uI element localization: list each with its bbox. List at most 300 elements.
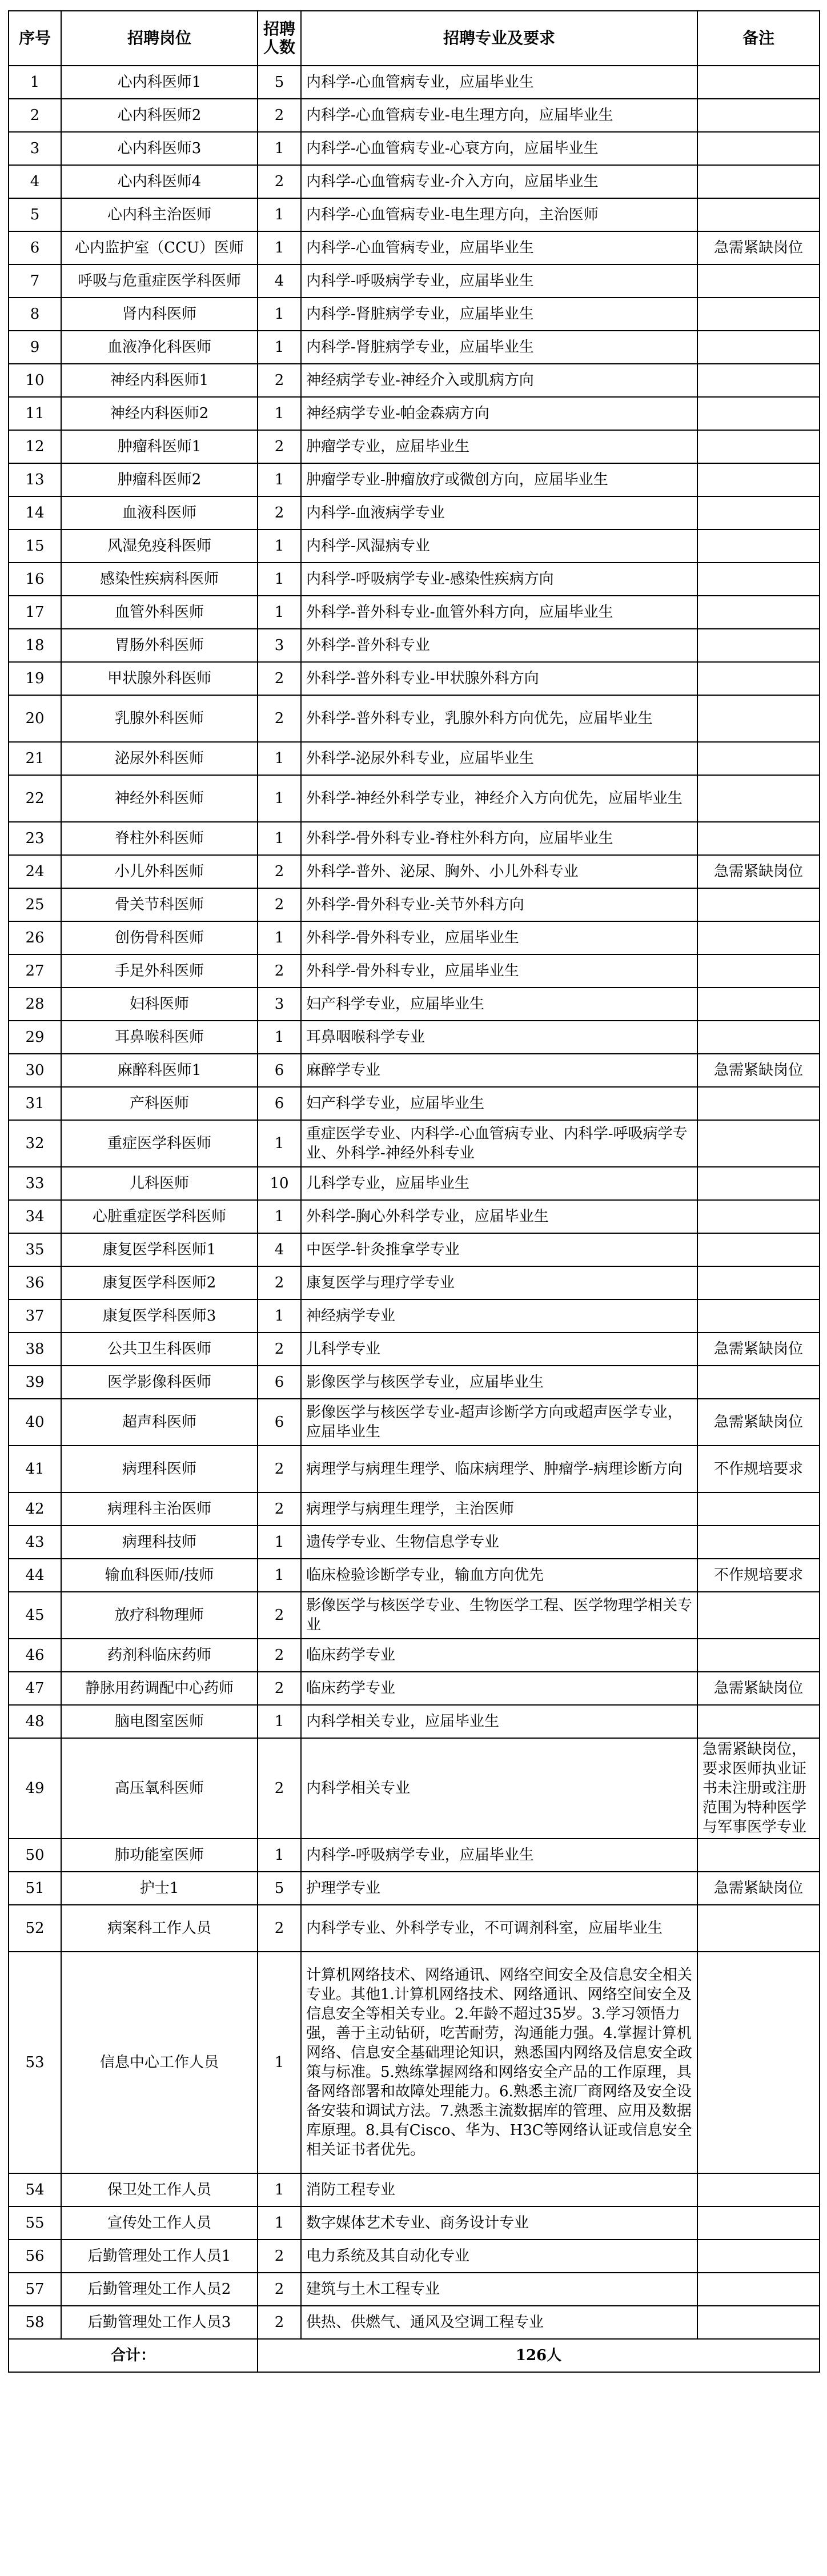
row-requirement: 数字媒体艺术专业、商务设计专业	[301, 2206, 697, 2240]
row-note: 急需紧缺岗位	[697, 231, 820, 264]
row-position: 输血科医师/技师	[61, 1559, 258, 1592]
table-row	[9, 1021, 820, 1054]
row-index: 51	[9, 1872, 61, 1905]
row-index: 2	[9, 99, 61, 132]
table-row	[9, 1120, 820, 1167]
row-note	[697, 1233, 820, 1266]
row-count: 1	[258, 1705, 301, 1738]
row-position: 心内科主治医师	[61, 198, 258, 231]
row-count: 1	[258, 596, 301, 629]
row-index: 28	[9, 988, 61, 1021]
row-requirement: 计算机网络技术、网络通讯、网络空间安全及信息安全相关专业。其他1.计算机网络技术、网络通讯、网络空间安全及信息安全等相关专业。2.年龄不超过35岁。3.学习领悟力强，善于主动钻研，吃苦耐劳，沟通能力强。4.掌握计算机网络、信息安全基础理论知识，熟悉国内网络及信息安全政策与标准。5.熟练掌握网络和网络安全产品的工作原理，具备网络部署和故障处理能力。6.熟悉主流厂商网络及安全设备安装和调试方法。7.熟悉主流数据库的管理、应用及数据库原理。8.具有Cisco、华为、H3C等网络认证或信息安全相关证书者优先。	[301, 1952, 697, 2173]
row-position: 乳腺外科医师	[61, 695, 258, 742]
table-body	[9, 66, 820, 2339]
row-requirement: 外科学-普外科专业	[301, 629, 697, 662]
row-note	[697, 629, 820, 662]
row-note	[697, 563, 820, 596]
row-position: 血液科医师	[61, 496, 258, 529]
row-index: 32	[9, 1120, 61, 1167]
row-requirement: 妇产科学专业，应届毕业生	[301, 988, 697, 1021]
row-index: 57	[9, 2273, 61, 2306]
row-count: 1	[258, 1559, 301, 1592]
row-requirement: 内科学-风湿病专业	[301, 529, 697, 563]
table-row	[9, 1054, 820, 1087]
row-note: 急需紧缺岗位	[697, 1399, 820, 1446]
row-requirement: 遗传学专业、生物信息学专业	[301, 1526, 697, 1559]
row-position: 护士1	[61, 1872, 258, 1905]
table-row	[9, 1200, 820, 1233]
table-row	[9, 954, 820, 988]
row-count: 2	[258, 2273, 301, 2306]
row-index: 56	[9, 2240, 61, 2273]
row-position: 药剂科临床药师	[61, 1639, 258, 1672]
row-index: 8	[9, 298, 61, 331]
row-index: 45	[9, 1592, 61, 1639]
row-position: 心内科医师4	[61, 165, 258, 198]
row-index: 58	[9, 2306, 61, 2339]
row-note: 不作规培要求	[697, 1446, 820, 1492]
row-count: 1	[258, 921, 301, 954]
row-requirement: 内科学-呼吸病学专业，应届毕业生	[301, 264, 697, 298]
table-row	[9, 529, 820, 563]
row-position: 重症医学科医师	[61, 1120, 258, 1167]
row-note: 急需紧缺岗位	[697, 855, 820, 888]
row-position: 保卫处工作人员	[61, 2173, 258, 2206]
row-note	[697, 430, 820, 463]
header-note: 备注	[697, 11, 820, 66]
row-note	[697, 1905, 820, 1952]
row-position: 康复医学科医师1	[61, 1233, 258, 1266]
row-note	[697, 364, 820, 397]
row-position: 血液净化科医师	[61, 331, 258, 364]
row-note: 急需紧缺岗位	[697, 1872, 820, 1905]
row-requirement: 妇产科学专业，应届毕业生	[301, 1087, 697, 1120]
table-row	[9, 1526, 820, 1559]
table-row	[9, 264, 820, 298]
row-requirement: 外科学-神经外科学专业，神经介入方向优先，应届毕业生	[301, 775, 697, 822]
row-requirement: 病理学与病理生理学，主治医师	[301, 1492, 697, 1526]
row-index: 24	[9, 855, 61, 888]
row-count: 5	[258, 66, 301, 99]
row-requirement: 内科学-呼吸病学专业，应届毕业生	[301, 1839, 697, 1872]
table-row	[9, 66, 820, 99]
table-row	[9, 775, 820, 822]
table-row	[9, 1705, 820, 1738]
row-index: 33	[9, 1167, 61, 1200]
table-row	[9, 1167, 820, 1200]
row-count: 5	[258, 1872, 301, 1905]
row-requirement: 临床药学专业	[301, 1672, 697, 1705]
row-index: 20	[9, 695, 61, 742]
row-requirement: 外科学-骨外科专业，应届毕业生	[301, 921, 697, 954]
table-row	[9, 1639, 820, 1672]
row-position: 血管外科医师	[61, 596, 258, 629]
row-position: 胃肠外科医师	[61, 629, 258, 662]
table-row	[9, 198, 820, 231]
row-note	[697, 1952, 820, 2173]
row-requirement: 内科学-呼吸病学专业-感染性疾病方向	[301, 563, 697, 596]
row-note: 急需紧缺岗位，要求医师执业证书未注册或注册范围为特种医学与军事医学专业	[697, 1738, 820, 1839]
row-position: 心脏重症医学科医师	[61, 1200, 258, 1233]
row-note	[697, 596, 820, 629]
table-row	[9, 695, 820, 742]
row-note	[697, 1705, 820, 1738]
row-position: 后勤管理处工作人员2	[61, 2273, 258, 2306]
row-note	[697, 1526, 820, 1559]
row-position: 耳鼻喉科医师	[61, 1021, 258, 1054]
table-row	[9, 888, 820, 921]
row-index: 17	[9, 596, 61, 629]
row-count: 1	[258, 463, 301, 496]
row-position: 后勤管理处工作人员3	[61, 2306, 258, 2339]
row-requirement: 神经病学专业-神经介入或肌病方向	[301, 364, 697, 397]
row-index: 6	[9, 231, 61, 264]
row-requirement: 临床检验诊断学专业，输血方向优先	[301, 1559, 697, 1592]
row-note	[697, 2306, 820, 2339]
table-row	[9, 988, 820, 1021]
table-row	[9, 1672, 820, 1705]
row-count: 2	[258, 1639, 301, 1672]
row-count: 1	[258, 563, 301, 596]
row-position: 甲状腺外科医师	[61, 662, 258, 695]
row-note	[697, 2206, 820, 2240]
row-note	[697, 1299, 820, 1333]
row-index: 29	[9, 1021, 61, 1054]
row-count: 1	[258, 198, 301, 231]
row-index: 54	[9, 2173, 61, 2206]
row-count: 1	[258, 298, 301, 331]
row-index: 13	[9, 463, 61, 496]
row-count: 1	[258, 132, 301, 165]
table-row	[9, 1839, 820, 1872]
row-index: 15	[9, 529, 61, 563]
row-count: 1	[258, 822, 301, 855]
row-position: 神经内科医师1	[61, 364, 258, 397]
row-note	[697, 66, 820, 99]
row-index: 21	[9, 742, 61, 775]
table-row	[9, 1299, 820, 1333]
row-index: 27	[9, 954, 61, 988]
table-row	[9, 1233, 820, 1266]
row-position: 病案科工作人员	[61, 1905, 258, 1952]
row-index: 30	[9, 1054, 61, 1087]
row-note	[697, 1021, 820, 1054]
row-note	[697, 1120, 820, 1167]
row-requirement: 外科学-普外科专业-血管外科方向，应届毕业生	[301, 596, 697, 629]
row-index: 39	[9, 1366, 61, 1399]
row-count: 6	[258, 1054, 301, 1087]
row-requirement: 内科学-肾脏病学专业，应届毕业生	[301, 331, 697, 364]
row-note	[697, 695, 820, 742]
row-position: 心内科医师3	[61, 132, 258, 165]
row-requirement: 麻醉学专业	[301, 1054, 697, 1087]
row-count: 2	[258, 1492, 301, 1526]
table-row	[9, 1446, 820, 1492]
row-requirement: 神经病学专业	[301, 1299, 697, 1333]
row-requirement: 神经病学专业-帕金森病方向	[301, 397, 697, 430]
row-requirement: 外科学-泌尿外科专业，应届毕业生	[301, 742, 697, 775]
row-count: 2	[258, 1446, 301, 1492]
row-note	[697, 1839, 820, 1872]
table-row	[9, 463, 820, 496]
row-note	[697, 1266, 820, 1299]
row-position: 脑电图室医师	[61, 1705, 258, 1738]
row-index: 50	[9, 1839, 61, 1872]
row-requirement: 康复医学与理疗学专业	[301, 1266, 697, 1299]
row-index: 4	[9, 165, 61, 198]
row-index: 42	[9, 1492, 61, 1526]
row-count: 4	[258, 264, 301, 298]
row-position: 康复医学科医师2	[61, 1266, 258, 1299]
row-note	[697, 463, 820, 496]
row-position: 心内科医师2	[61, 99, 258, 132]
row-position: 脊柱外科医师	[61, 822, 258, 855]
table-row	[9, 742, 820, 775]
row-note	[697, 1167, 820, 1200]
row-note	[697, 742, 820, 775]
row-count: 1	[258, 1200, 301, 1233]
row-position: 神经内科医师2	[61, 397, 258, 430]
row-position: 肾内科医师	[61, 298, 258, 331]
row-note	[697, 1492, 820, 1526]
table-row	[9, 397, 820, 430]
row-index: 31	[9, 1087, 61, 1120]
table-row	[9, 1905, 820, 1952]
row-index: 11	[9, 397, 61, 430]
row-requirement: 供热、供燃气、通风及空调工程专业	[301, 2306, 697, 2339]
row-count: 2	[258, 695, 301, 742]
row-requirement: 肿瘤学专业-肿瘤放疗或微创方向，应届毕业生	[301, 463, 697, 496]
row-count: 2	[258, 888, 301, 921]
row-index: 23	[9, 822, 61, 855]
row-index: 35	[9, 1233, 61, 1266]
table-header-row	[9, 11, 820, 66]
row-position: 泌尿外科医师	[61, 742, 258, 775]
row-index: 22	[9, 775, 61, 822]
row-requirement: 外科学-普外科专业，乳腺外科方向优先，应届毕业生	[301, 695, 697, 742]
table-row	[9, 1952, 820, 2173]
row-index: 44	[9, 1559, 61, 1592]
table-row	[9, 1366, 820, 1399]
row-position: 产科医师	[61, 1087, 258, 1120]
header-index: 序号	[9, 11, 61, 66]
row-count: 2	[258, 1905, 301, 1952]
row-count: 6	[258, 1087, 301, 1120]
row-note	[697, 988, 820, 1021]
row-requirement: 外科学-胸心外科学专业，应届毕业生	[301, 1200, 697, 1233]
table-row	[9, 1492, 820, 1526]
row-requirement: 护理学专业	[301, 1872, 697, 1905]
table-row	[9, 496, 820, 529]
row-note	[697, 99, 820, 132]
row-note	[697, 775, 820, 822]
row-count: 1	[258, 231, 301, 264]
table-row	[9, 596, 820, 629]
row-requirement: 内科学-肾脏病学专业，应届毕业生	[301, 298, 697, 331]
table-row	[9, 1872, 820, 1905]
row-requirement: 内科学相关专业	[301, 1738, 697, 1839]
row-index: 52	[9, 1905, 61, 1952]
row-position: 感染性疾病科医师	[61, 563, 258, 596]
table-row	[9, 2273, 820, 2306]
row-note	[697, 298, 820, 331]
row-count: 2	[258, 430, 301, 463]
row-position: 呼吸与危重症医学科医师	[61, 264, 258, 298]
header-position: 招聘岗位	[61, 11, 258, 66]
row-requirement: 内科学专业、外科学专业，不可调剂科室，应届毕业生	[301, 1905, 697, 1952]
row-count: 2	[258, 855, 301, 888]
row-index: 47	[9, 1672, 61, 1705]
table-row	[9, 331, 820, 364]
table-row	[9, 1738, 820, 1839]
row-index: 25	[9, 888, 61, 921]
table-row	[9, 231, 820, 264]
row-requirement: 内科学相关专业，应届毕业生	[301, 1705, 697, 1738]
row-count: 10	[258, 1167, 301, 1200]
table-row	[9, 298, 820, 331]
row-count: 3	[258, 988, 301, 1021]
row-requirement: 儿科学专业，应届毕业生	[301, 1167, 697, 1200]
row-position: 静脉用药调配中心药师	[61, 1672, 258, 1705]
row-index: 48	[9, 1705, 61, 1738]
table-row	[9, 1333, 820, 1366]
table-row	[9, 132, 820, 165]
row-index: 46	[9, 1639, 61, 1672]
row-requirement: 病理学与病理生理学、临床病理学、肿瘤学-病理诊断方向	[301, 1446, 697, 1492]
row-note: 急需紧缺岗位	[697, 1054, 820, 1087]
row-requirement: 重症医学专业、内科学-心血管病专业、内科学-呼吸病学专业、外科学-神经外科专业	[301, 1120, 697, 1167]
row-count: 1	[258, 1839, 301, 1872]
total-label: 合计：	[9, 2339, 258, 2372]
row-note	[697, 822, 820, 855]
row-position: 信息中心工作人员	[61, 1952, 258, 2173]
row-requirement: 内科学-心血管病专业-介入方向，应届毕业生	[301, 165, 697, 198]
row-position: 宣传处工作人员	[61, 2206, 258, 2240]
row-index: 43	[9, 1526, 61, 1559]
row-requirement: 肿瘤学专业，应届毕业生	[301, 430, 697, 463]
table-row	[9, 364, 820, 397]
row-requirement: 影像医学与核医学专业-超声诊断学方向或超声医学专业，应届毕业生	[301, 1399, 697, 1446]
row-requirement: 外科学-骨外科专业-脊柱外科方向，应届毕业生	[301, 822, 697, 855]
row-note	[697, 2173, 820, 2206]
row-index: 34	[9, 1200, 61, 1233]
row-count: 2	[258, 1333, 301, 1366]
row-note	[697, 264, 820, 298]
row-requirement: 外科学-普外、泌尿、胸外、小儿外科专业	[301, 855, 697, 888]
row-count: 6	[258, 1399, 301, 1446]
row-position: 超声科医师	[61, 1399, 258, 1446]
row-note	[697, 529, 820, 563]
table-row	[9, 2173, 820, 2206]
row-requirement: 内科学-心血管病专业-电生理方向，主治医师	[301, 198, 697, 231]
row-note	[697, 1087, 820, 1120]
row-note	[697, 921, 820, 954]
row-requirement: 电力系统及其自动化专业	[301, 2240, 697, 2273]
row-position: 放疗科物理师	[61, 1592, 258, 1639]
row-requirement: 内科学-血液病学专业	[301, 496, 697, 529]
row-position: 病理科医师	[61, 1446, 258, 1492]
row-index: 19	[9, 662, 61, 695]
row-count: 2	[258, 2306, 301, 2339]
row-note	[697, 331, 820, 364]
row-count: 1	[258, 1299, 301, 1333]
row-count: 2	[258, 1738, 301, 1839]
row-position: 心内监护室（CCU）医师	[61, 231, 258, 264]
table-row	[9, 430, 820, 463]
row-index: 53	[9, 1952, 61, 2173]
row-index: 49	[9, 1738, 61, 1839]
row-note	[697, 1366, 820, 1399]
row-position: 儿科医师	[61, 1167, 258, 1200]
row-position: 肺功能室医师	[61, 1839, 258, 1872]
row-requirement: 内科学-心血管病专业-电生理方向，应届毕业生	[301, 99, 697, 132]
row-position: 心内科医师1	[61, 66, 258, 99]
row-count: 2	[258, 165, 301, 198]
row-note	[697, 1592, 820, 1639]
row-count: 2	[258, 1672, 301, 1705]
row-requirement: 外科学-骨外科专业-关节外科方向	[301, 888, 697, 921]
row-index: 41	[9, 1446, 61, 1492]
row-count: 2	[258, 364, 301, 397]
row-count: 2	[258, 1592, 301, 1639]
row-requirement: 中医学-针灸推拿学专业	[301, 1233, 697, 1266]
row-index: 55	[9, 2206, 61, 2240]
row-position: 骨关节科医师	[61, 888, 258, 921]
row-note	[697, 397, 820, 430]
table-row	[9, 855, 820, 888]
row-requirement: 临床药学专业	[301, 1639, 697, 1672]
table-row	[9, 563, 820, 596]
row-count: 2	[258, 1266, 301, 1299]
row-note	[697, 954, 820, 988]
table-row	[9, 2206, 820, 2240]
row-requirement: 儿科学专业	[301, 1333, 697, 1366]
row-position: 医学影像科医师	[61, 1366, 258, 1399]
row-count: 1	[258, 775, 301, 822]
row-note	[697, 662, 820, 695]
row-index: 10	[9, 364, 61, 397]
row-requirement: 影像医学与核医学专业，应届毕业生	[301, 1366, 697, 1399]
row-count: 1	[258, 397, 301, 430]
row-count: 6	[258, 1366, 301, 1399]
row-index: 5	[9, 198, 61, 231]
row-index: 18	[9, 629, 61, 662]
row-index: 26	[9, 921, 61, 954]
row-position: 肿瘤科医师2	[61, 463, 258, 496]
row-requirement: 外科学-普外科专业-甲状腺外科方向	[301, 662, 697, 695]
row-position: 病理科技师	[61, 1526, 258, 1559]
table-row	[9, 662, 820, 695]
row-requirement: 内科学-心血管病专业，应届毕业生	[301, 66, 697, 99]
row-index: 37	[9, 1299, 61, 1333]
row-position: 高压氧科医师	[61, 1738, 258, 1839]
row-note	[697, 888, 820, 921]
row-note: 急需紧缺岗位	[697, 1672, 820, 1705]
row-requirement: 内科学-心血管病专业-心衰方向，应届毕业生	[301, 132, 697, 165]
row-note	[697, 1639, 820, 1672]
row-count: 2	[258, 2240, 301, 2273]
row-position: 病理科主治医师	[61, 1492, 258, 1526]
total-count: 126人	[258, 2339, 820, 2372]
row-count: 2	[258, 954, 301, 988]
row-count: 2	[258, 99, 301, 132]
row-index: 3	[9, 132, 61, 165]
row-position: 公共卫生科医师	[61, 1333, 258, 1366]
table-row	[9, 1087, 820, 1120]
row-position: 妇科医师	[61, 988, 258, 1021]
row-index: 7	[9, 264, 61, 298]
row-count: 1	[258, 1120, 301, 1167]
